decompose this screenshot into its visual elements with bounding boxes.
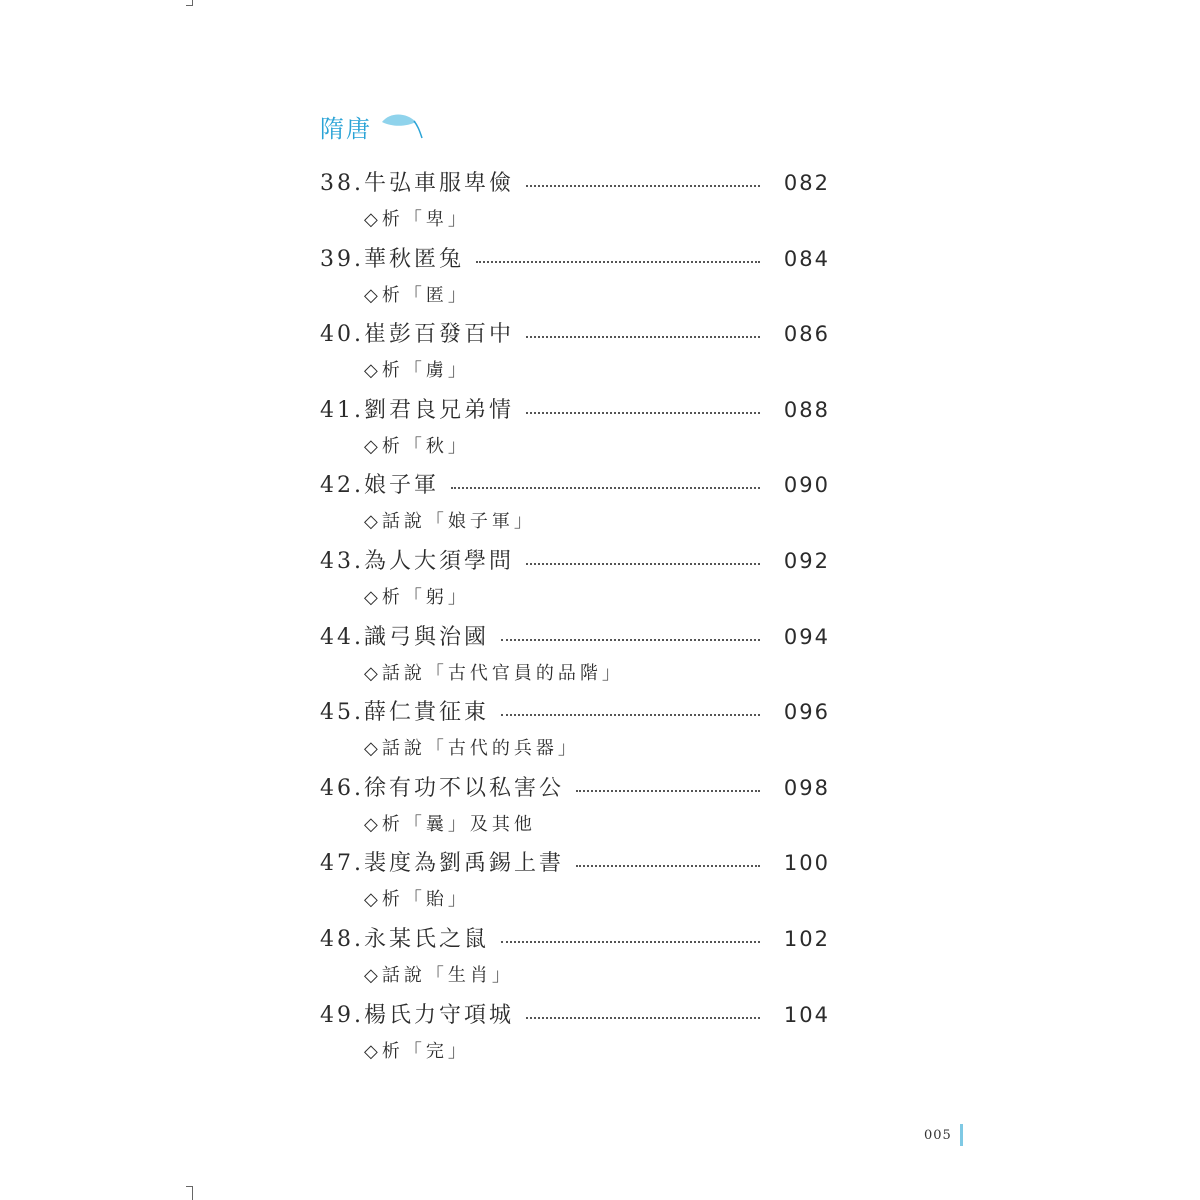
entry-page-number: 082 (783, 171, 830, 195)
leaf-icon (376, 108, 424, 144)
toc-entry-line (320, 998, 830, 1034)
toc-entry (320, 544, 830, 620)
entry-title: 47.裴度為劉禹錫上書 (320, 851, 564, 877)
entry-subtitle: ◇析「躬」 (364, 586, 470, 608)
toc-entry-line (320, 846, 830, 882)
dot-leader (501, 714, 760, 716)
entry-subtitle: ◇話說「生肖」 (364, 964, 514, 986)
section-title: 隋唐 (320, 114, 372, 143)
entry-title: 42.娘子軍 (320, 473, 439, 499)
dot-leader (526, 1017, 760, 1019)
toc-entry (320, 393, 830, 469)
entry-page-number: 100 (783, 851, 830, 876)
toc-entry-line (320, 620, 830, 656)
dot-leader (526, 336, 760, 338)
entry-title: 39.華秋匿兔 (320, 246, 464, 272)
entry-subtitle: ◇析「貽」 (364, 889, 470, 911)
entry-subtitle: ◇析「完」 (364, 1040, 470, 1062)
dot-leader (501, 639, 760, 641)
folio (924, 1124, 963, 1146)
toc-entry (320, 998, 830, 1074)
entry-title: 38.牛弘車服卑儉 (320, 171, 514, 196)
entry-subtitle: ◇析「卑」 (364, 209, 470, 230)
entry-subtitle: ◇析「曩」及其他 (364, 813, 536, 835)
dot-leader (476, 261, 760, 263)
entry-page-number: 102 (783, 926, 830, 951)
toc-entry (320, 242, 830, 318)
folio-bar (960, 1124, 963, 1146)
page-number: 005 (924, 1127, 952, 1143)
entry-title: 43.為人大須學問 (320, 548, 514, 574)
toc-entry-line (320, 922, 830, 958)
entry-page-number: 084 (783, 246, 830, 271)
entry-subtitle: ◇話說「古代的兵器」 (364, 738, 580, 760)
section-header (320, 108, 424, 144)
entry-page-number: 096 (783, 700, 830, 725)
entry-page-number: 104 (783, 1002, 830, 1027)
toc-entry (320, 695, 830, 771)
toc-entry (320, 846, 830, 922)
toc-entry-line (320, 317, 830, 353)
toc-entry-line (320, 544, 830, 580)
toc-entry (320, 922, 830, 998)
toc-entry-line (320, 695, 830, 731)
entry-page-number: 090 (783, 473, 830, 498)
entry-page-number: 086 (783, 322, 830, 347)
entry-subtitle: ◇話說「古代官員的品階」 (364, 662, 624, 684)
entry-subtitle: ◇析「秋」 (364, 435, 470, 457)
entry-page-number: 088 (783, 397, 830, 422)
dot-leader (526, 563, 760, 565)
toc-entry (320, 468, 830, 544)
dot-leader (576, 790, 760, 792)
entry-title: 49.楊氏力守項城 (320, 1002, 514, 1028)
entry-subtitle: ◇析「虜」 (364, 360, 470, 382)
crop-mark-bottom (192, 1186, 193, 1200)
entry-title: 40.崔彭百發百中 (320, 322, 514, 348)
dot-leader (501, 941, 760, 943)
entry-title: 41.劉君良兄弟情 (320, 397, 514, 423)
dot-leader (576, 865, 760, 867)
toc-entry-line (320, 468, 830, 504)
toc-entry (320, 166, 830, 242)
crop-mark-top (192, 0, 193, 6)
dot-leader (526, 412, 760, 414)
entry-page-number: 092 (783, 548, 830, 573)
entry-title: 45.薛仁貴征東 (320, 700, 489, 726)
entry-title: 44.識弓與治國 (320, 624, 489, 650)
toc-entry (320, 620, 830, 696)
entry-title: 46.徐有功不以私害公 (320, 775, 564, 801)
toc-entry-line (320, 771, 830, 807)
toc-entry-line (320, 393, 830, 429)
table-of-contents (320, 166, 830, 1073)
entry-page-number: 094 (783, 624, 830, 649)
entry-subtitle: ◇析「匿」 (364, 284, 470, 306)
dot-leader (451, 487, 760, 489)
entry-subtitle: ◇話說「娘子軍」 (364, 511, 536, 533)
entry-title: 48.永某氏之鼠 (320, 926, 489, 952)
dot-leader (526, 185, 760, 187)
toc-entry (320, 317, 830, 393)
toc-entry (320, 771, 830, 847)
toc-entry-line (320, 166, 830, 202)
entry-page-number: 098 (783, 775, 830, 800)
toc-entry-line (320, 242, 830, 278)
